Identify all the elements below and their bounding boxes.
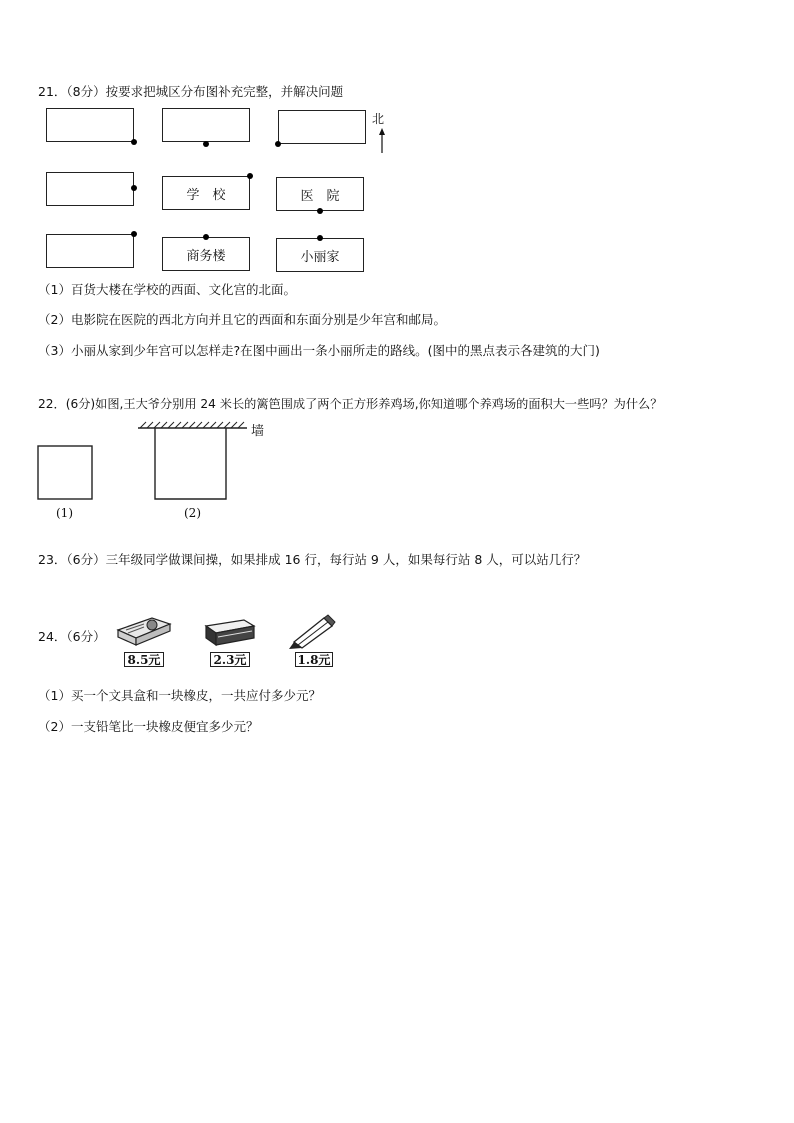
q21-item-3: （3）小丽从家到少年宫可以怎样走?在图中画出一条小丽所走的路线。(图中的黑点表示各建筑的大门) xyxy=(38,343,600,358)
map-box-empty-r1c2 xyxy=(162,108,250,142)
price-pencil-case: 8.5元 xyxy=(124,652,164,667)
wall-label: 墙 xyxy=(251,424,265,439)
gate-dot xyxy=(275,141,281,147)
price-eraser: 2.3元 xyxy=(210,652,250,667)
gate-dot xyxy=(131,185,137,191)
gate-dot xyxy=(247,173,253,179)
fig1-label: (1) xyxy=(56,506,73,520)
q21-item-2: （2）电影院在医院的西北方向并且它的西面和东面分别是少年宫和邮局。 xyxy=(38,312,446,327)
map-box-school: 学 校 xyxy=(162,176,250,210)
map-box-empty-r2c1 xyxy=(46,172,134,206)
gate-dot xyxy=(317,235,323,241)
q24-header: 24．（6分） xyxy=(38,629,106,644)
pencil-case-icon xyxy=(114,612,174,648)
q23-header: 23．（6分）三年级同学做课间操，如果排成 16 行，每行站 9 人，如果每行站 8 人，可以站几行？ xyxy=(38,552,587,567)
map-box-hospital: 医 院 xyxy=(276,177,364,211)
gate-dot xyxy=(131,139,137,145)
square-coop-1 xyxy=(38,446,92,499)
wall-hatch xyxy=(140,422,244,428)
north-label: 北 xyxy=(372,112,385,126)
map-box-empty-r1c3 xyxy=(278,110,366,144)
q21-header: 21．（8分）按要求把城区分布图补充完整，并解决问题 xyxy=(38,84,344,99)
north-arrow-icon xyxy=(377,128,387,154)
eraser-icon xyxy=(200,616,260,648)
gate-dot xyxy=(131,231,137,237)
map-box-empty-r1c1 xyxy=(46,108,134,142)
gate-dot xyxy=(203,234,209,240)
map-box-commerce: 商务楼 xyxy=(162,237,250,271)
q24-item-1: （1）买一个文具盒和一块橡皮，一共应付多少元？ xyxy=(38,688,321,703)
q22-header: 22．(6分)如图,王大爷分别用 24 米长的篱笆围成了两个正方形养鸡场,你知道哪个养鸡场的面积大一些吗？为什么？ xyxy=(38,397,663,411)
gate-dot xyxy=(203,141,209,147)
price-pencil: 1.8元 xyxy=(295,652,333,667)
city-map xyxy=(40,104,360,274)
q21-item-1: （1）百货大楼在学校的西面、文化宫的北面。 xyxy=(38,282,296,297)
square-coop-2 xyxy=(155,428,226,499)
map-box-empty-r3c1 xyxy=(46,234,134,268)
gate-dot xyxy=(317,208,323,214)
map-box-xiaoli-home: 小丽家 xyxy=(276,238,364,272)
pencil-icon xyxy=(284,612,340,650)
fig2-label: (2) xyxy=(184,506,201,520)
q24-item-2: （2）一支铅笔比一块橡皮便宜多少元？ xyxy=(38,719,259,734)
